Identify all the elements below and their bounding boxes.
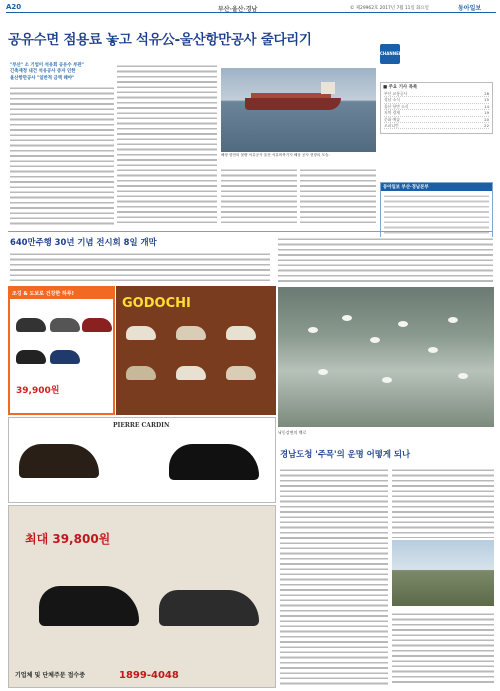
ad-price: 39,900원 bbox=[16, 386, 60, 396]
contents-title: 부산 교통공사 bbox=[384, 91, 408, 96]
photo-caption: 해당 항만의 물량 석유공사 울산 석유비축기지 해상 공사 현장의 모습. bbox=[221, 153, 330, 157]
article-body-column bbox=[117, 64, 217, 226]
article-headline: 경남도청 '주목'의 운명 어떻게 되나 bbox=[280, 449, 411, 459]
section-name: 부산·울산·경남 bbox=[218, 6, 258, 13]
article-headline: 640만주행 30년 기념 전시회 8일 개막 bbox=[10, 237, 157, 247]
ad-phone: 1899-4048 bbox=[119, 670, 179, 681]
contents-row[interactable] bbox=[384, 123, 489, 129]
ad-price: 최대 39,800원 bbox=[25, 532, 111, 546]
godochi-ad[interactable] bbox=[116, 286, 276, 415]
article-body-column bbox=[10, 252, 270, 284]
ad-footer: 기업체 및 단체주문 접수중 bbox=[15, 672, 86, 679]
subhead-line: 울산항만공사 "일반적 금액 해야" bbox=[10, 75, 75, 81]
pierre-cardin-ad[interactable] bbox=[8, 417, 276, 503]
ad-title: 조깅 & 도보로 건강한 하루! bbox=[10, 288, 113, 299]
contents-title: 경남 소식 bbox=[384, 97, 400, 103]
main-headline: 공유수면 점용료 놓고 석유公-울산항만공사 줄다리기 bbox=[8, 32, 312, 48]
contents-page: 22 bbox=[484, 122, 489, 128]
subhead-line: 긴축재정 내건 석유공사 증자 인한 bbox=[10, 69, 76, 75]
paper-name: 동아일보 bbox=[458, 5, 482, 12]
info-box-title: 동아일보 부산·경남본부 bbox=[381, 183, 492, 191]
article-body-column bbox=[392, 468, 494, 538]
tanker-ship-photo bbox=[221, 68, 376, 152]
contents-page: 14 bbox=[484, 103, 489, 109]
article-body-column bbox=[221, 168, 297, 226]
subhead-line: "부산" 소 기업이 석유회 공유수 부관" bbox=[10, 63, 84, 68]
contents-title: 지역 경제 bbox=[384, 110, 400, 116]
page-number: A20 bbox=[6, 3, 22, 11]
info-box bbox=[380, 182, 493, 244]
contents-page: 28 bbox=[484, 91, 489, 96]
article-subhead bbox=[10, 63, 110, 82]
article-body-column bbox=[10, 86, 114, 226]
egrets-photo bbox=[278, 287, 494, 427]
channel-logo: CHANNEL bbox=[380, 44, 400, 64]
contents-title: 오피니언 bbox=[384, 122, 399, 128]
photo-caption: 낙동강변의 백로 bbox=[278, 430, 307, 435]
article-body-column bbox=[278, 237, 493, 285]
shoe-order-ad[interactable] bbox=[8, 505, 276, 688]
contents-title: 울산 항만 소식 bbox=[384, 103, 409, 109]
ad-title: PIERRE CARDIN bbox=[113, 422, 170, 429]
section-divider bbox=[8, 231, 493, 232]
issue-date: © 제29962호 2017년 7월 11일 화요일 bbox=[350, 6, 429, 11]
contents-box bbox=[380, 82, 493, 134]
contents-page: 15 bbox=[484, 97, 489, 103]
contents-page: 20 bbox=[484, 116, 489, 122]
article-body-column bbox=[300, 168, 376, 226]
contents-title: ■ 주요 기사 목록 bbox=[383, 85, 418, 90]
contents-title: 문화 예술 bbox=[384, 116, 400, 122]
ad-title: GODOCHI bbox=[122, 296, 191, 311]
article-body-column bbox=[280, 468, 388, 686]
building-site-photo bbox=[392, 540, 494, 606]
article-body-column bbox=[392, 612, 494, 686]
contents-page: 19 bbox=[484, 110, 489, 116]
shoe-ad[interactable] bbox=[8, 286, 115, 415]
